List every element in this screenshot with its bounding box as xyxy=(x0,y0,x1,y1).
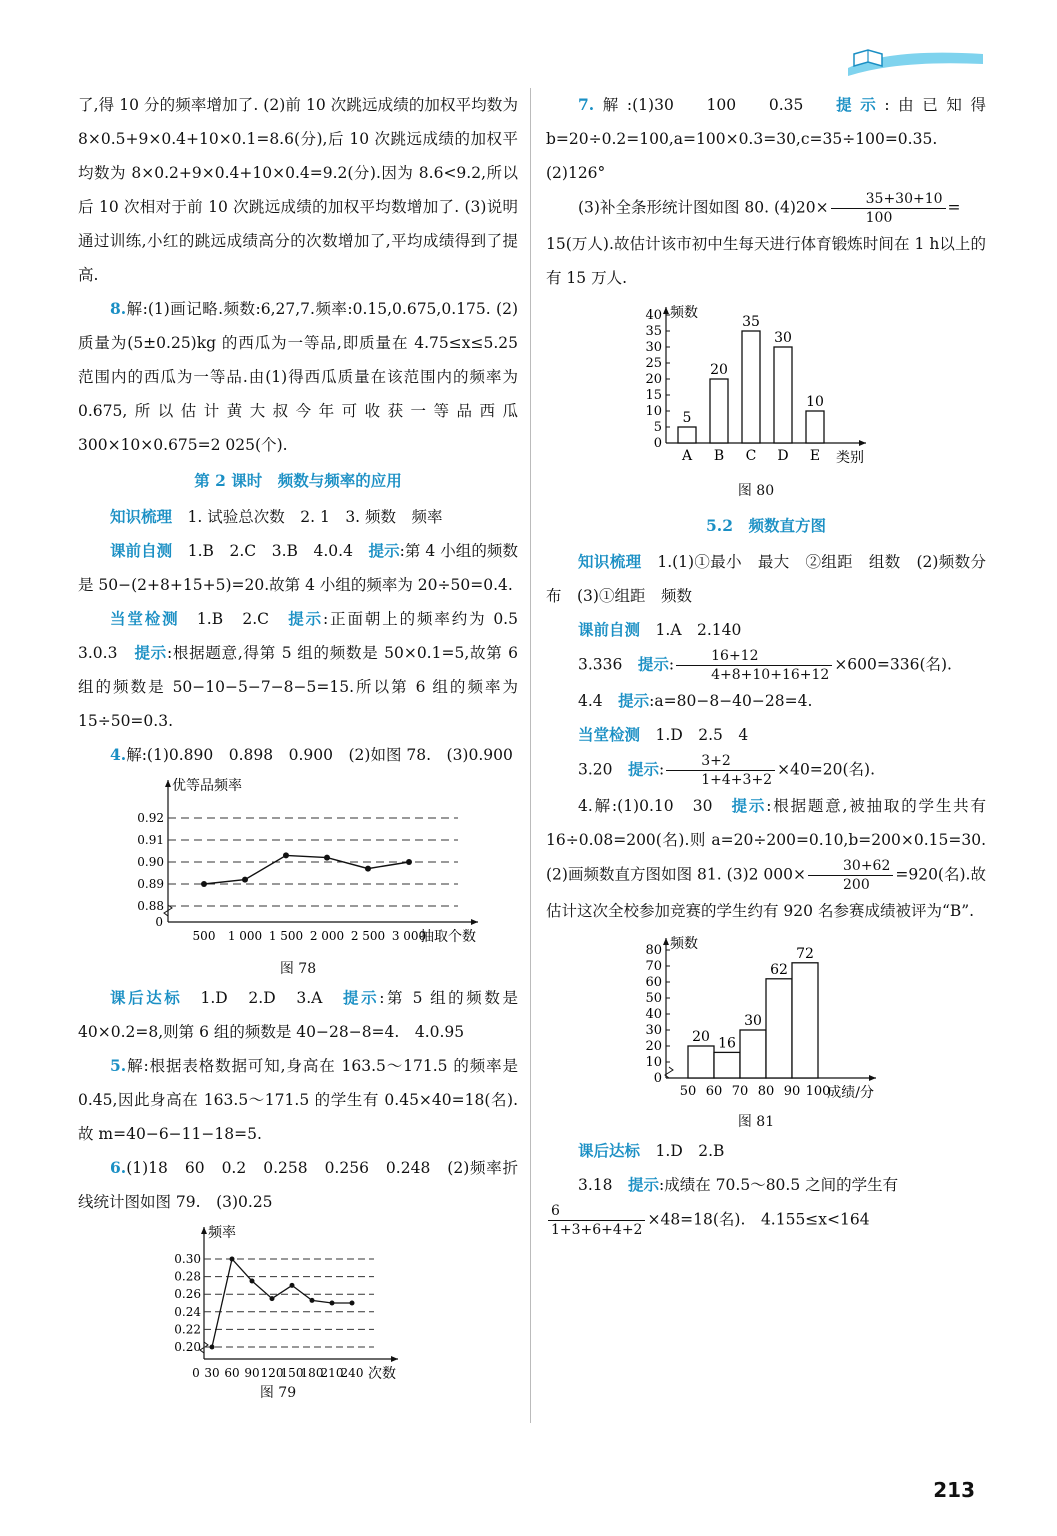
hint-text: :正面朝上的频率约为 0.5 3.0.3 xyxy=(78,610,534,662)
text: : xyxy=(668,655,675,674)
y-tick-label: 0.91 xyxy=(137,833,164,847)
hint-label: 提示 xyxy=(134,643,167,662)
fraction xyxy=(548,1202,645,1239)
section-label: 课前自测 xyxy=(578,620,641,639)
question-7-part3 xyxy=(546,190,986,227)
series-line xyxy=(204,855,409,884)
hint-label: 提示 xyxy=(368,541,400,560)
question-7-conclusion: 15(万人).故估计该市初中生每天进行体育锻炼时间在 1 h以上的有 15 万人. xyxy=(546,235,986,287)
x-tick-label: 180 xyxy=(300,1366,324,1380)
x-tick-label: 150 xyxy=(280,1366,304,1380)
hint-label: 提示 xyxy=(731,796,767,815)
figure-caption: 图 80 xyxy=(737,483,775,499)
data-point xyxy=(270,1296,275,1301)
fraction xyxy=(831,190,946,227)
y-tick-label: 30 xyxy=(645,340,662,355)
y-axis-arrow xyxy=(663,938,669,945)
y-tick-label: 15 xyxy=(645,388,662,403)
y-tick-label: 0.28 xyxy=(174,1269,201,1284)
fraction xyxy=(808,857,893,894)
answers: 1. 试验总次数 2. 1 3. 频数 频率 xyxy=(187,508,443,526)
answers: 1.B 2.C 3.B 4.0.4 xyxy=(187,542,369,560)
hint-text: :由已知得 b=20÷0.2=100,a=100×0.3=30,c=35÷100=0.35. (2)126° xyxy=(546,96,986,182)
figure-caption: 图 81 xyxy=(737,1114,775,1130)
x-tick-label: C xyxy=(745,448,757,464)
x-tick-label: 500 xyxy=(192,929,216,943)
data-point xyxy=(290,1283,295,1288)
paragraph-continuation: 了,得 10 分的频率增加了. (2)前 10 次跳远成绩的加权平均数为 8×0.5+9×0.4+10×0.1=8.6(分),后 10 次跳远成绩的加权平均数为 8×0.2+9×0.4+10×0.4=9.2(分).因为 8.6<9.2,所以后 10 次相对于前 10 次跳远成绩的加权平均数增加了. (3)说明通过训练,小红的跳远成绩高分的次数增加了,平均成绩得到了提高. xyxy=(78,96,518,284)
bar xyxy=(774,347,792,443)
x-tick-label: D xyxy=(777,448,789,464)
answers: 1.D 2.B xyxy=(655,1142,725,1160)
answer: 4.解:(1)0.10 30 xyxy=(578,797,732,815)
y-tick-label: 25 xyxy=(645,356,662,371)
section-label: 课后达标 xyxy=(110,988,183,1007)
figure-caption: 图 78 xyxy=(279,961,317,977)
hint-label: 提示 xyxy=(836,95,885,114)
numerator: 6 xyxy=(548,1202,645,1221)
denominator: 4+8+10+16+12 xyxy=(711,667,830,683)
data-point xyxy=(242,877,248,883)
x-tick-label: 210 xyxy=(320,1366,344,1380)
question-4 xyxy=(78,738,518,772)
answers: 1.(1)①最小 最大 ②组距 组数 (2)频数分布 (3)①组距 频数 xyxy=(546,553,986,605)
section-label: 课前自测 xyxy=(110,541,173,560)
fraction xyxy=(676,647,832,684)
y-axis-label: 优等品频率 xyxy=(172,778,242,794)
column-divider xyxy=(530,88,531,1423)
data-point xyxy=(310,1298,315,1303)
answer: 4.4 xyxy=(578,692,619,710)
bar-value-label: 10 xyxy=(806,394,824,410)
in-class-q4 xyxy=(546,789,986,928)
x-axis-arrow xyxy=(391,1356,398,1362)
bar xyxy=(678,427,696,443)
hint-label: 提示 xyxy=(637,654,669,674)
y-axis-label: 频率 xyxy=(208,1225,236,1241)
y-axis-label: 频数 xyxy=(670,305,698,321)
hint-text: :第 5 组的频数是 40×0.2=8,则第 6 组的频数是 40−28−8=4. 4.0.95 xyxy=(78,989,518,1041)
x-tick-label: 90 xyxy=(783,1084,801,1099)
data-point xyxy=(230,1257,235,1262)
text: ×48=18(名). xyxy=(647,1210,746,1229)
y-tick-label: 60 xyxy=(645,975,662,990)
histogram-bar xyxy=(714,1052,740,1078)
y-tick-label: 30 xyxy=(645,1023,662,1038)
x-tick-label: 3 000 xyxy=(391,929,427,943)
question-number: 4. xyxy=(110,745,127,764)
text: ×600=336(名). xyxy=(834,655,952,674)
hint-label: 提示 xyxy=(343,988,380,1007)
y-tick-label: 80 xyxy=(645,943,662,958)
fraction xyxy=(666,752,775,789)
histogram-bar xyxy=(792,963,818,1078)
x-tick-label: 1 000 xyxy=(227,929,263,943)
figure-79-line-chart xyxy=(148,1219,408,1381)
bar-value-label: 35 xyxy=(742,314,760,330)
after-class-goal xyxy=(546,1134,986,1168)
y-axis-arrow xyxy=(663,307,669,314)
section-heading: 第 2 课时 频数与频率的应用 xyxy=(194,471,402,490)
answers: 1.B 2.C xyxy=(196,610,289,628)
histogram-bar xyxy=(688,1046,714,1078)
hint-label: 提示 xyxy=(628,1175,660,1194)
hint-text: :根据题意,得第 5 组的频数是 50×0.1=5,故第 6 组的频数是 50−10−5−7−8−5=15.所以第 6 组的频率为 15÷50=0.3. xyxy=(78,644,518,730)
bar-value-label: 72 xyxy=(796,945,814,962)
y-tick-label: 0.26 xyxy=(174,1287,201,1302)
in-class-check xyxy=(78,602,534,738)
answer: 3.18 xyxy=(578,1176,629,1194)
bar-value-label: 16 xyxy=(718,1035,736,1052)
origin-label: 0 xyxy=(192,1366,200,1380)
y-tick-label: 40 xyxy=(645,308,662,323)
question-number: 8. xyxy=(110,299,127,318)
pre-class-q3 xyxy=(546,647,986,684)
y-tick-label: 40 xyxy=(645,1007,662,1022)
denominator: 1+3+6+4+2 xyxy=(551,1222,643,1238)
book-ribbon-icon xyxy=(848,42,983,78)
bar-value-label: 20 xyxy=(710,362,728,378)
hint-label: 提示 xyxy=(628,759,660,779)
y-tick-label: 10 xyxy=(645,1055,662,1070)
bar-value-label: 62 xyxy=(770,961,788,978)
y-tick-label: 20 xyxy=(645,1039,662,1054)
data-point xyxy=(250,1279,255,1284)
after-class-goal xyxy=(78,981,518,1049)
y-tick-label: 0.90 xyxy=(137,855,164,869)
denominator: 100 xyxy=(865,210,893,226)
in-class-check xyxy=(546,718,986,752)
y-tick-label: 50 xyxy=(645,991,662,1006)
after-class-q3-cont xyxy=(546,1202,986,1239)
bar-value-label: 30 xyxy=(774,330,792,346)
question-text: 解:(1)0.890 0.898 0.900 (2)如图 78. (3)0.900 xyxy=(126,746,513,764)
bar-value-label: 30 xyxy=(744,1013,762,1029)
knowledge-review xyxy=(78,500,518,534)
x-axis-arrow xyxy=(859,440,866,446)
y-axis-label: 频数 xyxy=(670,936,698,952)
y-tick-label: 0.89 xyxy=(137,877,164,891)
bar-value-label: 5 xyxy=(682,410,692,426)
bar xyxy=(806,411,824,443)
hint-label: 提示 xyxy=(618,691,650,710)
y-tick-label: 0.30 xyxy=(174,1252,201,1266)
x-tick-label: B xyxy=(713,448,725,464)
figure-caption: 图 79 xyxy=(259,1385,297,1401)
y-tick-label: 35 xyxy=(645,324,662,339)
page-number: 213 xyxy=(933,1478,975,1502)
data-point xyxy=(365,866,371,872)
pre-class-q4 xyxy=(546,684,986,718)
text: =920(名).故估计这次全校参加竞赛的学生约有 920 名参赛成绩被评为“B”. xyxy=(546,865,987,920)
left-column xyxy=(78,88,534,1405)
section-label: 知识梳理 xyxy=(110,507,173,526)
x-tick-label: 30 xyxy=(204,1366,220,1380)
x-axis-label: 类别 xyxy=(836,450,864,466)
y-tick-label: 70 xyxy=(645,959,662,974)
pre-class-test xyxy=(546,613,986,647)
x-axis-label: 抽取个数 xyxy=(420,929,476,945)
right-column xyxy=(546,88,986,1239)
x-axis-arrow xyxy=(869,1075,876,1081)
text: : xyxy=(659,760,665,779)
knowledge-review xyxy=(546,545,986,613)
y-tick-label: 5 xyxy=(653,420,662,435)
x-tick-label: 1 500 xyxy=(268,929,304,943)
y-tick-label: 10 xyxy=(645,404,662,419)
x-tick-label: 60 xyxy=(705,1084,723,1099)
section-label: 当堂检测 xyxy=(110,609,180,628)
text: :a=80−8−40−28=4. xyxy=(649,692,813,710)
x-tick-label: 120 xyxy=(260,1366,284,1380)
text: ×40=20(名). xyxy=(777,760,876,779)
y-tick-label: 0 xyxy=(653,1071,662,1086)
y-tick-label: 0 xyxy=(653,436,662,451)
after-class-q3 xyxy=(546,1168,986,1202)
numerator: 35+30+10 xyxy=(831,190,946,209)
bar xyxy=(742,331,760,443)
x-axis-arrow xyxy=(471,919,478,925)
y-tick-label: 0.88 xyxy=(137,899,164,913)
question-8 xyxy=(78,292,518,462)
answer: 4.155≤x<164 xyxy=(760,1210,870,1229)
question-text: 解:根据表格数据可知,身高在 163.5～171.5 的频率是 0.45,因此身高在 163.5～171.5 的学生有 0.45×40=18(名).故 m=40−6−11−18=5. xyxy=(78,1057,518,1143)
question-text: (1)18 60 0.2 0.258 0.256 0.248 (2)频率折线统计图如图 79. (3)0.25 xyxy=(78,1159,518,1211)
question-7 xyxy=(546,88,986,190)
x-axis-label: 次数 xyxy=(368,1366,396,1381)
numerator: 3+2 xyxy=(666,752,775,771)
data-point xyxy=(330,1301,335,1306)
x-tick-label: 2 000 xyxy=(309,929,345,943)
x-tick-label: 70 xyxy=(731,1084,749,1099)
x-tick-label: 90 xyxy=(244,1366,260,1380)
denominator: 200 xyxy=(843,877,870,893)
x-tick-label: 240 xyxy=(340,1366,364,1380)
data-point xyxy=(210,1345,215,1350)
answers: 1.D 2.5 4 xyxy=(655,726,749,744)
figure-81-histogram xyxy=(626,932,886,1110)
histogram-bar xyxy=(766,979,792,1078)
y-tick-label: 0.24 xyxy=(174,1304,201,1319)
text: :根据题意,被抽取的学生共有 16÷0.08=200(名).则 a=20÷200=0.10,b=200×0.15=30. (2)画频数直方图如图 81. (3)2 000× xyxy=(546,797,987,884)
section-label: 当堂检测 xyxy=(578,725,641,744)
x-tick-label: 100 xyxy=(805,1084,831,1099)
figure-80-bar-chart xyxy=(626,301,886,479)
numerator: 30+62 xyxy=(808,857,893,876)
question-text: 解:(1)画记略.频数:6,27,7.频率:0.15,0.675,0.175. (2)质量为(5±0.25)kg 的西瓜为一等品,即质量在 4.75≤x≤5.25 范围内的西瓜为一等品.由(1)得西瓜质量在该范围内的频率为 0.675,所以估计黄大叔今年可收获一等品西瓜 300×10×0.675=2 025(个). xyxy=(78,300,518,454)
bar-value-label: 20 xyxy=(692,1029,710,1045)
y-tick-label: 0.92 xyxy=(137,811,164,825)
answer: 3.336 xyxy=(578,655,638,674)
in-class-q3 xyxy=(546,752,986,789)
hint-text: :第 4 小组的频数是 50−(2+8+15+5)=20.故第 4 小组的频率为 20÷50=0.4. xyxy=(78,542,518,594)
question-number: 6. xyxy=(110,1158,127,1177)
y-tick-label: 0.20 xyxy=(174,1340,201,1354)
y-axis-arrow xyxy=(165,780,171,787)
hint-label: 提示 xyxy=(288,609,324,628)
bar xyxy=(710,379,728,443)
text: (3)补全条形统计图如图 80. (4)20× xyxy=(578,198,829,217)
answers: 1.A 2.140 xyxy=(655,621,742,639)
denominator: 1+4+3+2 xyxy=(701,772,773,788)
section-label: 知识梳理 xyxy=(578,552,642,571)
x-tick-label: 50 xyxy=(679,1084,697,1099)
x-tick-label: A xyxy=(681,448,693,464)
question-text: 解:(1)30 100 0.35 xyxy=(594,96,837,114)
data-point xyxy=(406,859,412,865)
answers: 1.D 2.D 3.A xyxy=(200,989,344,1007)
numerator: 16+12 xyxy=(676,647,832,666)
data-point xyxy=(324,855,330,861)
x-tick-label: 2 500 xyxy=(350,929,386,943)
text: = xyxy=(947,198,961,217)
section-heading: 5.2 频数直方图 xyxy=(706,516,826,535)
pre-class-test xyxy=(78,534,518,602)
x-tick-label: E xyxy=(809,448,821,464)
figure-78-line-chart xyxy=(108,772,488,957)
x-tick-label: 80 xyxy=(757,1084,775,1099)
data-point xyxy=(283,852,289,858)
answer: 3.20 xyxy=(578,760,629,779)
x-tick-label: 60 xyxy=(224,1366,240,1380)
data-point xyxy=(201,881,207,887)
question-number: 7. xyxy=(578,95,595,114)
text: :成绩在 70.5～80.5 之间的学生有 xyxy=(659,1176,899,1194)
y-axis-arrow xyxy=(201,1227,207,1234)
question-6 xyxy=(78,1151,518,1219)
data-point xyxy=(350,1301,355,1306)
question-number: 5. xyxy=(110,1056,127,1075)
y-tick-label: 0.22 xyxy=(174,1322,201,1337)
histogram-bar xyxy=(740,1030,766,1078)
section-label: 课后达标 xyxy=(578,1141,641,1160)
origin-label: 0 xyxy=(155,915,163,929)
question-5 xyxy=(78,1049,518,1151)
x-axis-label: 成绩/分 xyxy=(827,1085,874,1101)
y-tick-label: 20 xyxy=(645,372,662,387)
